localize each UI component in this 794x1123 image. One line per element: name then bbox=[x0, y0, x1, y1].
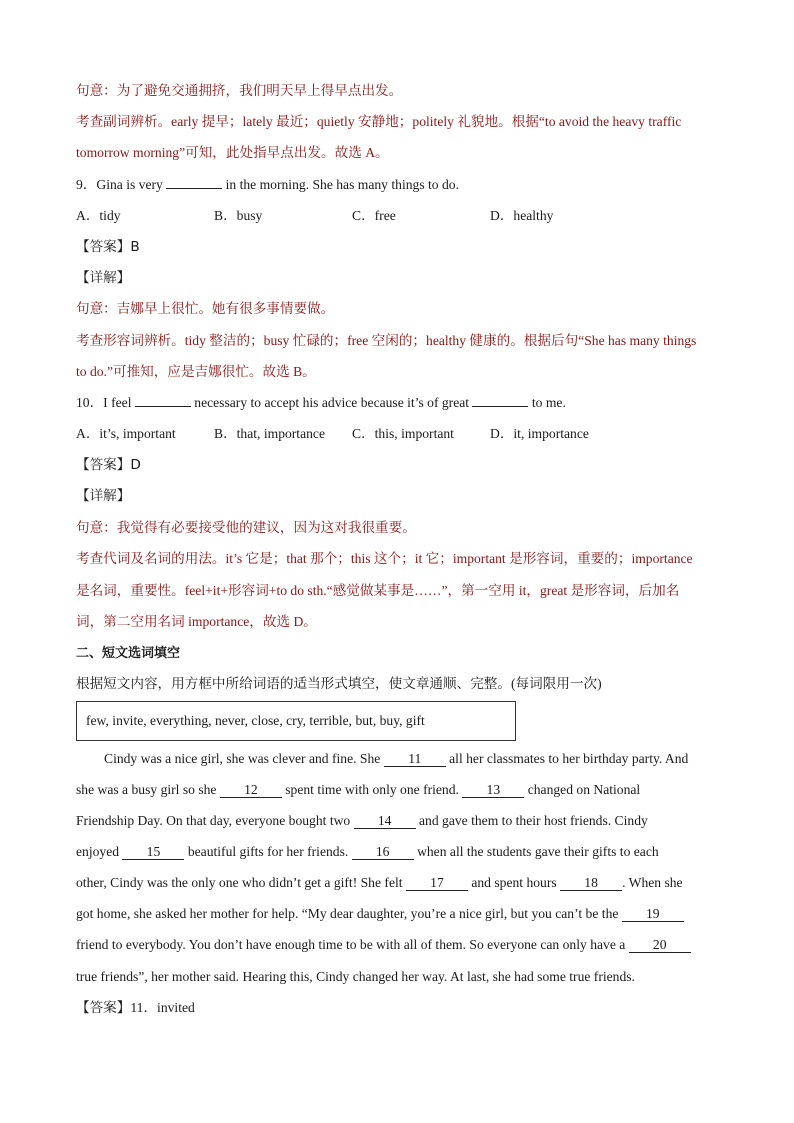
q10-option-d: D．it, importance bbox=[490, 426, 589, 441]
passage-text: Friendship Day. On that day, everyone bought two bbox=[76, 813, 354, 828]
q9-analysis-line2: to do.”可推知，应是吉娜很忙。故选 B。 bbox=[76, 364, 316, 379]
q9-stem-before: 9．Gina is very bbox=[76, 177, 167, 192]
q10-stem bbox=[76, 394, 566, 412]
prev-analysis-line1: 考查副词辨析。early 提早；lately 最近；quietly 安静地；politely 礼貌地。根据“to avoid the heavy traffic bbox=[76, 114, 682, 129]
blank-11: 11 bbox=[384, 751, 446, 767]
passage-text: friend to everybody. You don’t have enough time to be with all of them. So everyone can only have a bbox=[76, 937, 629, 952]
blank-15: 15 bbox=[122, 844, 184, 860]
section-title: 二、短文选词填空 bbox=[76, 646, 181, 661]
passage-text: . When she bbox=[622, 875, 683, 890]
prev-analysis-line2: tomorrow morning”可知，此处指早点出发。故选 A。 bbox=[76, 145, 389, 160]
passage-text: spent time with only one friend. bbox=[281, 782, 463, 797]
passage-text: all her classmates to her birthday party. And bbox=[445, 751, 689, 766]
blank-18: 18 bbox=[560, 875, 622, 891]
prev-meaning: 句意：为了避免交通拥挤，我们明天早上得早点出发。 bbox=[76, 83, 403, 98]
q10-answer: 【答案】D bbox=[76, 457, 141, 473]
passage-text: got home, she asked her mother for help. “My dear daughter, you’re a nice girl, but you can’t be the bbox=[76, 906, 622, 921]
q10-stem-before: 10．I feel bbox=[76, 395, 135, 410]
passage-line-2 bbox=[76, 781, 640, 799]
answer-line bbox=[76, 999, 195, 1017]
q10-option-c: C．this, important bbox=[352, 426, 454, 441]
blank-16: 16 bbox=[352, 844, 414, 860]
q9-option-d: D．healthy bbox=[490, 208, 554, 223]
q10-option-a: A．it’s, important bbox=[76, 426, 176, 441]
passage-text: and gave them to their host friends. Cindy bbox=[415, 813, 648, 828]
passage-text: and spent hours bbox=[467, 875, 561, 890]
section-instruction: 根据短文内容，用方框中所给词语的适当形式填空，使文章通顺、完整。(每词限用一次) bbox=[76, 676, 602, 691]
q10-option-b: B．that, importance bbox=[214, 426, 325, 441]
q10-analysis-line1: 考查代词及名词的用法。it’s 它是；that 那个；this 这个；it 它；important 是形容词，重要的；importance bbox=[76, 551, 693, 566]
word-box bbox=[76, 701, 516, 741]
q9-detail-label: 【详解】 bbox=[76, 270, 131, 286]
q10-analysis-line3: 词，第二空用名词 importance，故选 D。 bbox=[76, 614, 317, 629]
q10-stem-after: to me. bbox=[528, 395, 566, 410]
answer-tag: 【答案】 bbox=[76, 1000, 131, 1016]
blank-20: 20 bbox=[629, 937, 691, 953]
passage-line-8: true friends”, her mother said. Hearing this, Cindy changed her way. At last, she had some true friends. bbox=[76, 969, 635, 984]
passage-line-4 bbox=[76, 843, 659, 861]
blank-19: 19 bbox=[622, 906, 684, 922]
q9-option-b: B．busy bbox=[214, 208, 263, 223]
q9-stem bbox=[76, 176, 459, 194]
passage-text: beautiful gifts for her friends. bbox=[184, 844, 352, 859]
q10-blank-2 bbox=[472, 406, 528, 407]
passage-text: Cindy was a nice girl, she was clever and fine. She bbox=[104, 751, 384, 766]
q9-analysis-line1: 考查形容词辨析。tidy 整洁的；busy 忙碌的；free 空闲的；healthy 健康的。根据后句“She has many things bbox=[76, 333, 697, 348]
q9-answer: 【答案】B bbox=[76, 239, 140, 255]
blank-17: 17 bbox=[406, 875, 468, 891]
passage-text: other, Cindy was the only one who didn’t get a gift! She felt bbox=[76, 875, 406, 890]
passage-line-5 bbox=[76, 874, 683, 892]
q10-blank-1 bbox=[135, 406, 191, 407]
passage-text: when all the students gave their gifts to each bbox=[413, 844, 659, 859]
q10-meaning: 句意：我觉得有必要接受他的建议，因为这对我很重要。 bbox=[76, 520, 416, 535]
q10-stem-middle: necessary to accept his advice because it’s of great bbox=[190, 395, 473, 410]
q9-option-a: A．tidy bbox=[76, 208, 121, 223]
blank-13: 13 bbox=[462, 782, 524, 798]
passage-text: changed on National bbox=[524, 782, 641, 797]
passage-line-3 bbox=[76, 812, 648, 830]
q9-blank bbox=[166, 188, 222, 189]
q9-meaning: 句意：吉娜早上很忙。她有很多事情要做。 bbox=[76, 301, 335, 316]
blank-14: 14 bbox=[354, 813, 416, 829]
q9-stem-after: in the morning. She has many things to do. bbox=[222, 177, 459, 192]
passage-line-7 bbox=[76, 936, 691, 954]
passage-line-6 bbox=[76, 905, 684, 923]
answer-text: 11．invited bbox=[130, 1000, 195, 1015]
q10-detail-label: 【详解】 bbox=[76, 488, 131, 504]
passage-text: she was a busy girl so she bbox=[76, 782, 220, 797]
blank-12: 12 bbox=[220, 782, 282, 798]
passage-text: enjoyed bbox=[76, 844, 123, 859]
q9-option-c: C．free bbox=[352, 208, 396, 223]
word-box-text: few, invite, everything, never, close, cry, terrible, but, buy, gift bbox=[86, 713, 425, 728]
passage-line-1 bbox=[104, 750, 688, 768]
q10-analysis-line2: 是名词，重要性。feel+it+形容词+to do sth.“感觉做某事是……”，第一空用 it，great 是形容词，后加名 bbox=[76, 583, 680, 598]
